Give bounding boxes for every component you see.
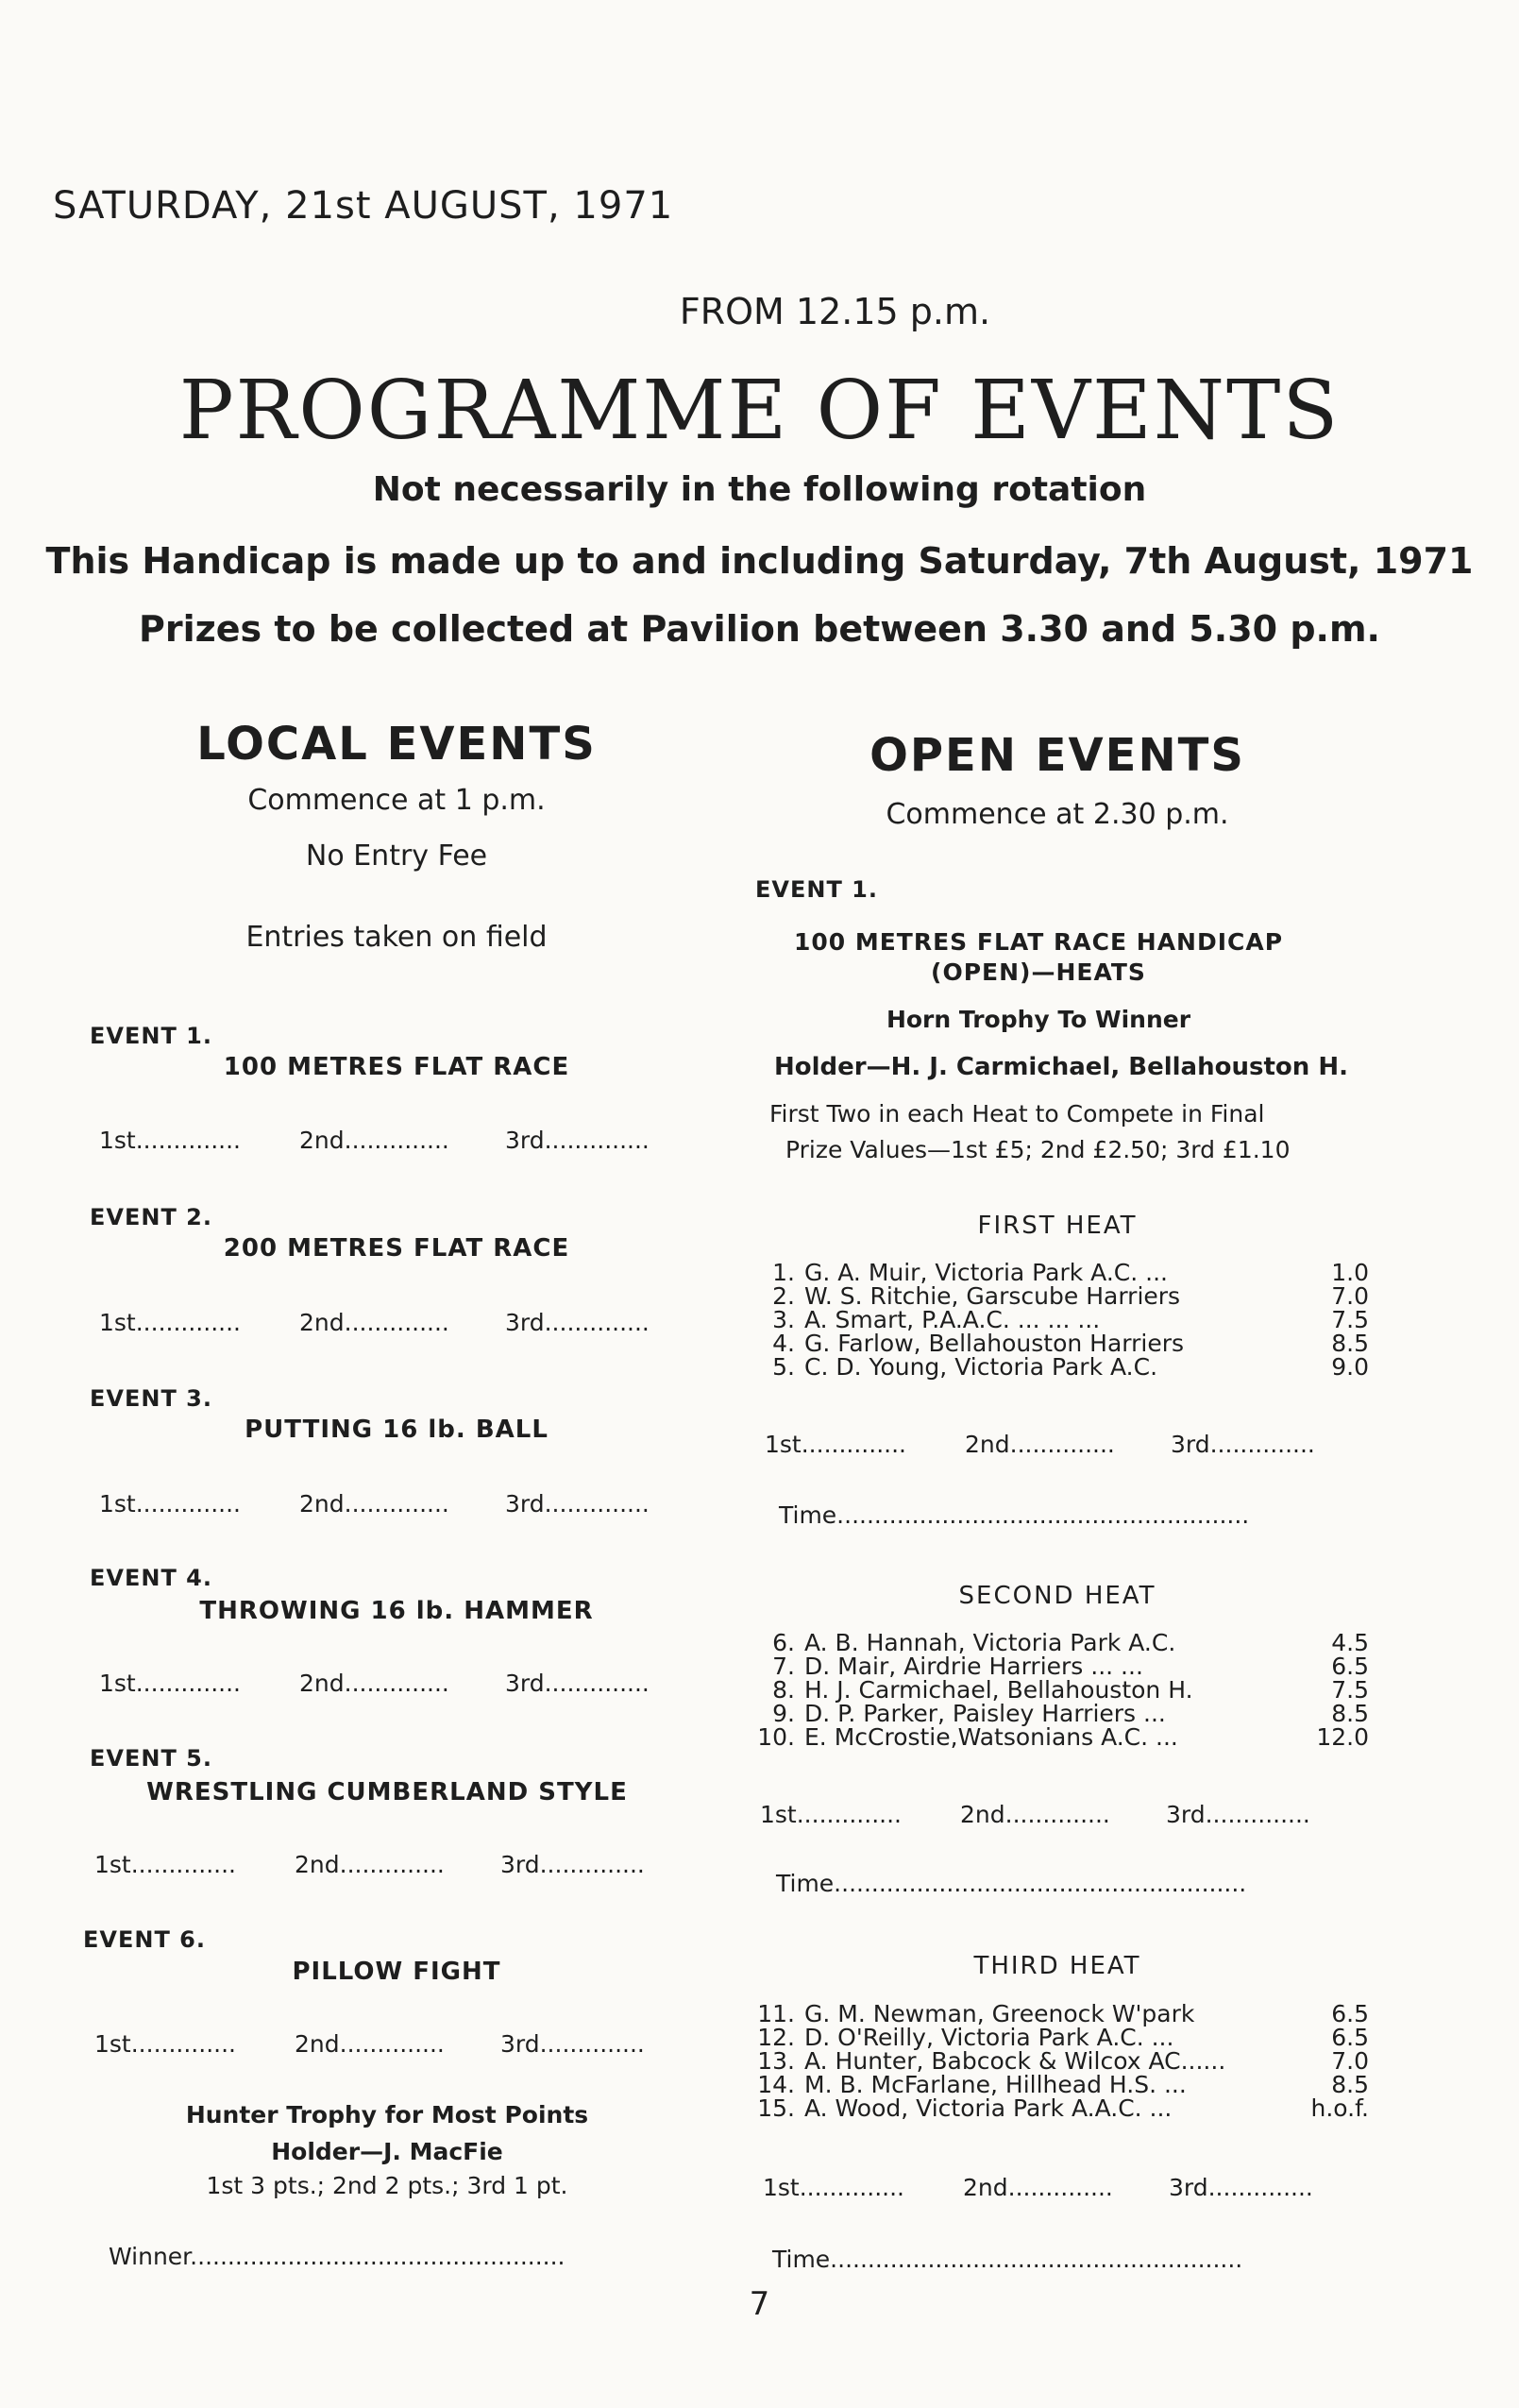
entry-handicap: 12.0	[1316, 1723, 1369, 1751]
local-event-results	[99, 1670, 650, 1697]
entry-name: E. McCrostie,Watsonians A.C. ...	[804, 1723, 1178, 1751]
heat-entry	[746, 1331, 1369, 1355]
entry-name: G. A. Muir, Victoria Park A.C. ...	[804, 1259, 1168, 1286]
entry-number: 10.	[757, 1723, 795, 1751]
heat-entry	[746, 1678, 1369, 1702]
open-commence: Commence at 2.30 p.m.	[886, 798, 1229, 831]
local-entries-note: Entries taken on field	[245, 921, 548, 954]
heat-entry	[746, 1355, 1369, 1379]
first-place-line: 1st..............	[94, 2030, 236, 2058]
entry-handicap: 8.5	[1331, 1330, 1369, 1357]
entry-number: 2.	[772, 1282, 795, 1310]
third-place-line: 3rd..............	[1171, 1431, 1315, 1458]
second-place-line: 2nd..............	[299, 1309, 449, 1336]
entry-number: 5.	[772, 1353, 795, 1381]
entry-handicap: 4.5	[1331, 1629, 1369, 1656]
open-event-subname: (OPEN)—HEATS	[931, 958, 1146, 986]
entry-number: 14.	[757, 2071, 795, 2098]
entry-number: 6.	[772, 1629, 795, 1656]
date-heading: SATURDAY, 21st AUGUST, 1971	[53, 184, 674, 228]
local-event-results	[99, 1490, 650, 1518]
entry-number: 4.	[772, 1330, 795, 1357]
entry-handicap: 6.5	[1331, 2000, 1369, 2027]
start-time: FROM 12.15 p.m.	[679, 291, 991, 332]
open-event-label: EVENT 1.	[755, 876, 878, 903]
entry-handicap: 9.0	[1331, 1353, 1369, 1381]
heat-entry	[746, 2002, 1369, 2026]
prizes-note: Prizes to be collected at Pavilion between 3.30 and 5.30 p.m.	[139, 608, 1380, 650]
heat-entries	[746, 1631, 1369, 1749]
third-place-line: 3rd..............	[505, 1127, 650, 1154]
open-heat-rule: First Two in each Heat to Compete in Final	[769, 1100, 1265, 1128]
local-event-results	[94, 1851, 645, 1878]
local-entry-fee: No Entry Fee	[305, 839, 488, 873]
local-points-note: 1st 3 pts.; 2nd 2 pts.; 3rd 1 pt.	[206, 2172, 568, 2199]
third-place-line: 3rd..............	[500, 1851, 645, 1878]
second-place-line: 2nd..............	[299, 1670, 449, 1697]
third-place-line: 3rd..............	[505, 1670, 650, 1697]
entry-name: G. M. Newman, Greenock W'park	[804, 2000, 1195, 2027]
second-place-line: 2nd..............	[299, 1127, 449, 1154]
entry-handicap: 7.0	[1331, 1282, 1369, 1310]
entry-number: 7.	[772, 1653, 795, 1680]
heat-entries	[746, 2002, 1369, 2120]
entry-name: G. Farlow, Bellahouston Harriers	[804, 1330, 1185, 1357]
first-place-line: 1st..............	[760, 1801, 902, 1828]
entry-handicap: 7.5	[1331, 1676, 1369, 1704]
open-trophy: Horn Trophy To Winner	[886, 1006, 1191, 1033]
entry-handicap: 1.0	[1331, 1259, 1369, 1286]
local-event-name: WRESTLING CUMBERLAND STYLE	[146, 1778, 628, 1806]
entry-handicap: 8.5	[1331, 2071, 1369, 2098]
open-trophy-holder: Holder—H. J. Carmichael, Bellahouston H.	[774, 1053, 1348, 1081]
third-place-line: 3rd..............	[505, 1309, 650, 1336]
entry-number: 12.	[757, 2024, 795, 2051]
entry-name: D. P. Parker, Paisley Harriers ...	[804, 1700, 1166, 1727]
first-place-line: 1st..............	[765, 1431, 906, 1458]
entry-number: 1.	[772, 1259, 795, 1286]
local-event-label: EVENT 2.	[90, 1204, 212, 1230]
heat-entry	[746, 1654, 1369, 1678]
entry-number: 15.	[757, 2094, 795, 2122]
entry-handicap: 7.0	[1331, 2047, 1369, 2075]
heat-entries	[746, 1261, 1369, 1379]
entry-handicap: 6.5	[1331, 2024, 1369, 2051]
entry-handicap: 8.5	[1331, 1700, 1369, 1727]
local-event-label: EVENT 6.	[83, 1926, 206, 1953]
heat-title: THIRD HEAT	[973, 1952, 1141, 1980]
heat-results	[765, 1431, 1315, 1458]
entry-number: 9.	[772, 1700, 795, 1727]
heat-entry	[746, 2049, 1369, 2073]
first-place-line: 1st..............	[99, 1490, 241, 1518]
entry-number: 11.	[757, 2000, 795, 2027]
second-place-line: 2nd..............	[295, 2030, 445, 2058]
page-title: PROGRAMME OF EVENTS	[178, 364, 1341, 458]
entry-handicap: 7.5	[1331, 1306, 1369, 1333]
local-event-name: PUTTING 16 lb. BALL	[245, 1416, 549, 1444]
entry-number: 8.	[772, 1676, 795, 1704]
heat-entry	[746, 1631, 1369, 1654]
entry-number: 13.	[757, 2047, 795, 2075]
heat-entry	[746, 1261, 1369, 1284]
entry-name: A. B. Hannah, Victoria Park A.C.	[804, 1629, 1176, 1656]
heat-time-line: Time.......................................................	[776, 1870, 1247, 1897]
local-event-label: EVENT 1.	[90, 1023, 212, 1049]
local-event-name: THROWING 16 lb. HAMMER	[199, 1597, 594, 1625]
local-event-label: EVENT 3.	[90, 1385, 212, 1412]
open-event-name: 100 METRES FLAT RACE HANDICAP	[793, 928, 1284, 956]
local-event-name: 100 METRES FLAT RACE	[223, 1053, 570, 1081]
second-place-line: 2nd..............	[960, 1801, 1110, 1828]
entry-name: M. B. McFarlane, Hillhead H.S. ...	[804, 2071, 1187, 2098]
handicap-note: This Handicap is made up to and including Saturday, 7th August, 1971	[45, 540, 1474, 582]
first-place-line: 1st..............	[94, 1851, 236, 1878]
rotation-note: Not necessarily in the following rotation	[372, 470, 1147, 509]
heat-entry	[746, 1284, 1369, 1308]
page-number: 7	[749, 2285, 770, 2323]
heat-time-line: Time.......................................................	[779, 1501, 1250, 1529]
entry-name: A. Hunter, Babcock & Wilcox AC......	[804, 2047, 1226, 2075]
entry-number: 3.	[772, 1306, 795, 1333]
local-event-name: 200 METRES FLAT RACE	[223, 1234, 570, 1263]
entry-name: D. O'Reilly, Victoria Park A.C. ...	[804, 2024, 1174, 2051]
local-trophy: Hunter Trophy for Most Points	[185, 2101, 589, 2128]
heat-entry	[746, 2096, 1369, 2120]
third-place-line: 3rd..............	[500, 2030, 645, 2058]
local-event-label: EVENT 4.	[90, 1565, 212, 1591]
first-place-line: 1st..............	[99, 1309, 241, 1336]
heat-entry	[746, 1725, 1369, 1749]
entry-name: D. Mair, Airdrie Harriers ... ...	[804, 1653, 1143, 1680]
entry-name: A. Smart, P.A.A.C. ... ... ...	[804, 1306, 1101, 1333]
first-place-line: 1st..............	[99, 1670, 241, 1697]
entry-name: C. D. Young, Victoria Park A.C.	[804, 1353, 1158, 1381]
entry-name: A. Wood, Victoria Park A.A.C. ...	[804, 2094, 1173, 2122]
heat-results	[763, 2174, 1313, 2201]
local-event-results	[94, 2030, 645, 2058]
second-place-line: 2nd..............	[965, 1431, 1115, 1458]
heat-entry	[746, 2026, 1369, 2049]
heat-title: FIRST HEAT	[977, 1212, 1138, 1240]
local-commence: Commence at 1 p.m.	[247, 784, 546, 817]
entry-name: H. J. Carmichael, Bellahouston H.	[804, 1676, 1193, 1704]
entry-handicap: 6.5	[1331, 1653, 1369, 1680]
second-place-line: 2nd..............	[963, 2174, 1113, 2201]
second-place-line: 2nd..............	[295, 1851, 445, 1878]
second-place-line: 2nd..............	[299, 1490, 449, 1518]
heat-results	[760, 1801, 1310, 1828]
heat-title: SECOND HEAT	[958, 1582, 1156, 1610]
heat-entry	[746, 2073, 1369, 2096]
open-events-heading: OPEN EVENTS	[869, 729, 1245, 782]
local-event-label: EVENT 5.	[90, 1745, 212, 1772]
third-place-line: 3rd..............	[1169, 2174, 1313, 2201]
heat-time-line: Time.......................................................	[772, 2246, 1243, 2273]
third-place-line: 3rd..............	[1166, 1801, 1310, 1828]
entry-handicap: h.o.f.	[1310, 2094, 1369, 2122]
third-place-line: 3rd..............	[505, 1490, 650, 1518]
open-prize-values: Prize Values—1st £5; 2nd £2.50; 3rd £1.10	[785, 1136, 1291, 1163]
local-winner-line: Winner..................................................	[109, 2243, 565, 2270]
local-event-results	[99, 1309, 650, 1336]
local-events-heading: LOCAL EVENTS	[196, 718, 597, 771]
heat-entry	[746, 1308, 1369, 1331]
heat-entry	[746, 1702, 1369, 1725]
local-event-name: PILLOW FIGHT	[292, 1958, 501, 1986]
first-place-line: 1st..............	[99, 1127, 241, 1154]
local-trophy-holder: Holder—J. MacFie	[271, 2138, 503, 2165]
local-event-results	[99, 1127, 650, 1154]
first-place-line: 1st..............	[763, 2174, 904, 2201]
entry-name: W. S. Ritchie, Garscube Harriers	[804, 1282, 1181, 1310]
